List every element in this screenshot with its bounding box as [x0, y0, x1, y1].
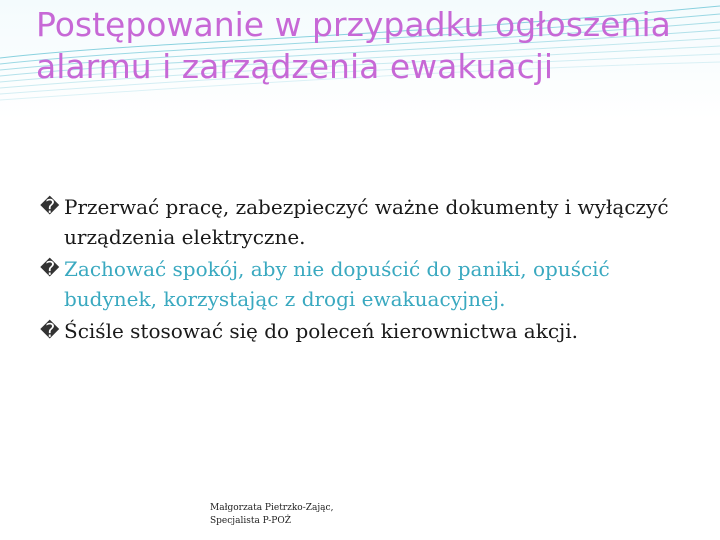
bullet-item [40, 192, 700, 252]
footer-note [210, 502, 410, 528]
bullet-text: Ściśle stosować się do poleceń kierownictwa akcji. [64, 319, 578, 343]
bullet-marker-icon: � [40, 258, 60, 280]
slide-title: Postępowanie w przypadku ogłoszenia alarmu i zarządzenia ewakuacji [36, 5, 671, 86]
bullet-item [40, 254, 700, 314]
bullet-text: Przerwać pracę, zabezpieczyć ważne dokumenty i wyłączyć urządzenia elektryczne. [64, 195, 669, 249]
footer-role: Specjalista P-POŻ [210, 516, 291, 526]
bullet-text: Zachować spokój, aby nie dopuścić do paniki, opuścić budynek, korzystając z drogi ewakuacyjnej. [64, 257, 610, 311]
bullet-marker-icon: � [40, 320, 60, 342]
bullet-list [40, 192, 700, 348]
bullet-item [40, 316, 700, 346]
footer-author: Małgorzata Pietrzko-Zając, [210, 503, 334, 513]
bullet-marker-icon: � [40, 196, 60, 218]
